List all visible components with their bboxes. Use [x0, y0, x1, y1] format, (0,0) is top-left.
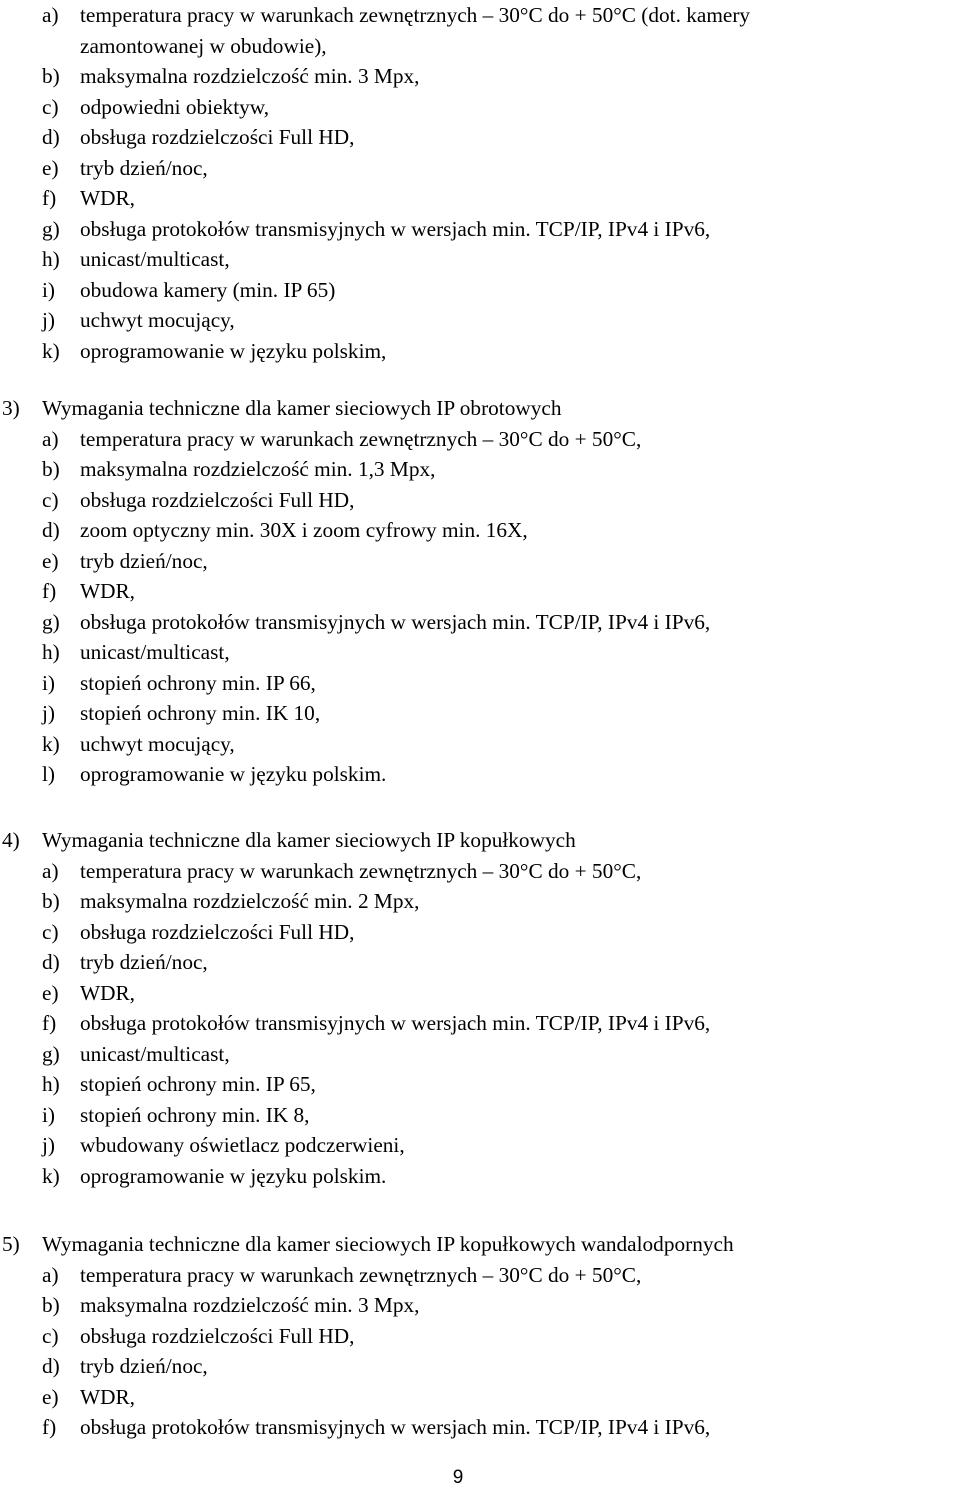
list-text: uchwyt mocujący, [80, 308, 235, 332]
list-marker: a) [42, 3, 59, 27]
list-item [42, 454, 710, 485]
list-marker: e) [42, 1384, 59, 1409]
list-marker: i) [42, 670, 56, 695]
list-text: odpowiedni obiektyw, [80, 94, 270, 119]
list-text: oprogramowanie w języku polskim, [80, 338, 387, 363]
list-marker: a) [42, 858, 59, 883]
list-text: obsługa rozdzielczości Full HD, [80, 125, 355, 149]
continuation-list [42, 0, 750, 366]
list-item [42, 698, 710, 729]
list-text: unicast/multicast, [80, 640, 230, 664]
list-marker: k) [42, 731, 60, 756]
list-marker: e) [42, 155, 59, 180]
list-marker: g) [42, 609, 60, 634]
list-item [42, 1161, 710, 1192]
list-text: obsługa protokołów transmisyjnych w wersjach min. TCP/IP, IPv4 i IPv6, [80, 216, 711, 241]
list-item [42, 515, 710, 546]
list-item [42, 576, 710, 607]
list-item [42, 947, 710, 978]
list-text: wbudowany oświetlacz podczerwieni, [80, 1133, 405, 1157]
list-text: tryb dzień/noc, [80, 548, 208, 573]
list-item [42, 1100, 710, 1131]
section-list [2, 424, 710, 790]
list-text: stopień ochrony min. IP 66, [80, 670, 316, 695]
list-item [42, 1382, 734, 1413]
list-item [42, 61, 750, 92]
list-text: stopień ochrony min. IP 65, [80, 1072, 316, 1096]
list-text: obudowa kamery (min. IP 65) [80, 277, 336, 302]
list-item [42, 153, 750, 184]
list-item [42, 856, 710, 887]
list-text: temperatura pracy w warunkach zewnętrznych – 30°C do + 50°C (dot. kamery [80, 3, 751, 27]
list-marker: j) [42, 1133, 56, 1157]
list-marker: d) [42, 518, 60, 542]
list-marker: h) [42, 247, 60, 271]
list-text: stopień ochrony min. IK 8, [80, 1102, 310, 1127]
section-rotating-cameras [2, 393, 710, 790]
list-item-continuation [42, 31, 750, 62]
list-text: WDR, [80, 1384, 136, 1409]
list-item [42, 485, 710, 516]
list-text: WDR, [80, 579, 136, 603]
list-text: obsługa rozdzielczości Full HD, [80, 1323, 355, 1348]
list-item [42, 1260, 734, 1291]
list-marker: d) [42, 950, 60, 974]
list-text: WDR, [80, 980, 136, 1005]
list-marker: b) [42, 1293, 60, 1317]
list-text: obsługa rozdzielczości Full HD, [80, 919, 355, 944]
list-text: uchwyt mocujący, [80, 731, 235, 756]
list-item [42, 546, 710, 577]
list-marker: i) [42, 277, 56, 302]
list-text: obsługa protokołów transmisyjnych w wersjach min. TCP/IP, IPv4 i IPv6, [80, 609, 711, 634]
section-list [2, 1260, 734, 1443]
list-item [42, 1351, 734, 1382]
list-marker: i) [42, 1102, 56, 1127]
list-text-wrap: zamontowanej w obudowie), [80, 33, 327, 58]
list-marker: d) [42, 125, 60, 149]
section-title: Wymagania techniczne dla kamer sieciowych IP kopułkowych wandalodpornych [42, 1232, 734, 1256]
list-item [42, 637, 710, 668]
list-text: obsługa protokołów transmisyjnych w wersjach min. TCP/IP, IPv4 i IPv6, [80, 1011, 711, 1035]
list-item [42, 0, 750, 31]
list-marker: c) [42, 94, 59, 119]
list-text: zoom optyczny min. 30X i zoom cyfrowy min. 16X, [80, 518, 528, 542]
list-item [42, 886, 710, 917]
section-number: 5) [2, 1232, 20, 1256]
list-item [42, 92, 750, 123]
section-heading [2, 825, 710, 856]
list-marker: f) [42, 579, 57, 603]
list-marker: h) [42, 1072, 60, 1096]
section-list [2, 856, 710, 1192]
section-heading [2, 393, 710, 424]
list-item [42, 759, 710, 790]
list-item [42, 336, 750, 367]
list-text: obsługa rozdzielczości Full HD, [80, 487, 355, 512]
list-item [42, 1039, 710, 1070]
list-text: obsługa protokołów transmisyjnych w wersjach min. TCP/IP, IPv4 i IPv6, [80, 1415, 711, 1439]
list-item [42, 978, 710, 1009]
list-marker: g) [42, 1041, 60, 1066]
list-marker: e) [42, 548, 59, 573]
list-item [42, 1290, 734, 1321]
list-marker: f) [42, 186, 57, 210]
list-item [42, 1008, 710, 1039]
list-item [42, 275, 750, 306]
list-item [42, 1321, 734, 1352]
section-dome-cameras [2, 825, 710, 1191]
list-marker: h) [42, 640, 60, 664]
list-text: maksymalna rozdzielczość min. 1,3 Mpx, [80, 457, 436, 481]
list-item [42, 729, 710, 760]
list-item [42, 1069, 710, 1100]
list-marker: c) [42, 919, 59, 944]
list-item [42, 917, 710, 948]
list-text: temperatura pracy w warunkach zewnętrznych – 30°C do + 50°C, [80, 1262, 642, 1287]
list-marker: j) [42, 308, 56, 332]
list-text: maksymalna rozdzielczość min. 3 Mpx, [80, 64, 420, 88]
list-text: unicast/multicast, [80, 1041, 230, 1066]
list-marker: f) [42, 1415, 57, 1439]
section-number: 4) [2, 828, 20, 852]
list-text: stopień ochrony min. IK 10, [80, 701, 321, 725]
list-item [42, 305, 750, 336]
list-marker: a) [42, 1262, 59, 1287]
list-text: tryb dzień/noc, [80, 950, 208, 974]
section-title: Wymagania techniczne dla kamer sieciowych IP kopułkowych [42, 828, 576, 852]
section-vandal-dome-cameras [2, 1229, 734, 1443]
list-text: temperatura pracy w warunkach zewnętrznych – 30°C do + 50°C, [80, 858, 642, 883]
list-marker: k) [42, 1163, 60, 1188]
list-item [42, 122, 750, 153]
list-text: oprogramowanie w języku polskim. [80, 1163, 387, 1188]
page-number: 9 [452, 1467, 464, 1488]
list-text: unicast/multicast, [80, 247, 230, 271]
list-marker: a) [42, 426, 59, 451]
list-marker: g) [42, 216, 60, 241]
section-number: 3) [2, 396, 20, 420]
list-item [42, 214, 750, 245]
list-item [42, 183, 750, 214]
list-marker: c) [42, 487, 59, 512]
list-text: WDR, [80, 186, 136, 210]
list-item [42, 1130, 710, 1161]
list-marker: c) [42, 1323, 59, 1348]
list-marker: e) [42, 980, 59, 1005]
list-marker: b) [42, 64, 60, 88]
list-text: temperatura pracy w warunkach zewnętrznych – 30°C do + 50°C, [80, 426, 642, 451]
list-marker: d) [42, 1354, 60, 1378]
list-item [42, 424, 710, 455]
list-item [42, 244, 750, 275]
section-title: Wymagania techniczne dla kamer sieciowych IP obrotowych [42, 396, 562, 420]
list-item [42, 1412, 734, 1443]
list-marker: l) [42, 762, 56, 786]
list-item [42, 607, 710, 638]
list-text: oprogramowanie w języku polskim. [80, 762, 387, 786]
list-marker: b) [42, 889, 60, 913]
list-text: maksymalna rozdzielczość min. 3 Mpx, [80, 1293, 420, 1317]
list-marker: f) [42, 1011, 57, 1035]
list-item [42, 668, 710, 699]
list-text: maksymalna rozdzielczość min. 2 Mpx, [80, 889, 420, 913]
list-marker: b) [42, 457, 60, 481]
list-text: tryb dzień/noc, [80, 155, 208, 180]
section-heading [2, 1229, 734, 1260]
list-marker: k) [42, 338, 60, 363]
list-text: tryb dzień/noc, [80, 1354, 208, 1378]
list-marker: j) [42, 701, 56, 725]
